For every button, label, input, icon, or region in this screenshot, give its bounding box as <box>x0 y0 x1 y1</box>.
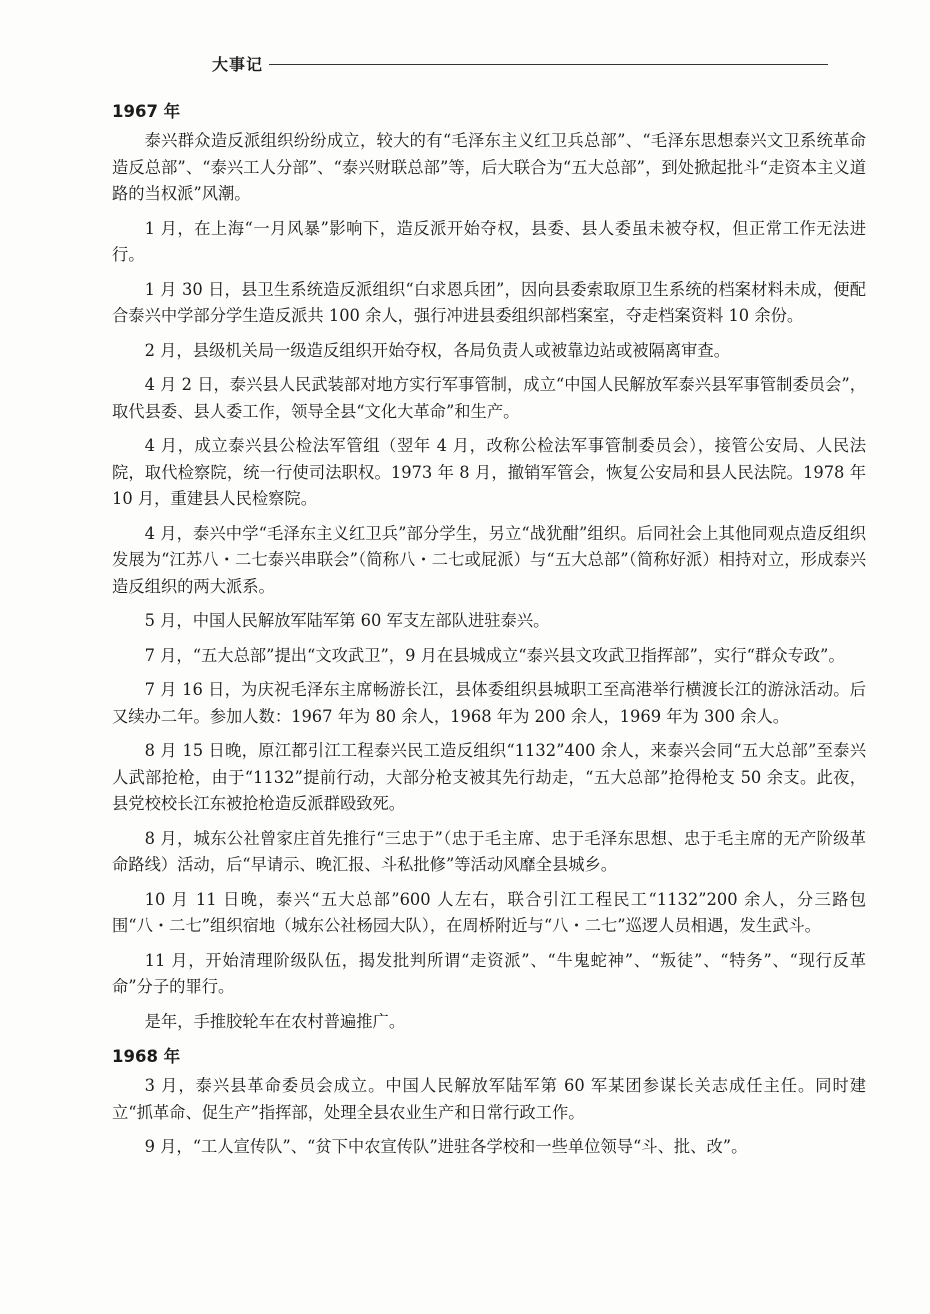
running-header-title: 大事记 <box>212 54 264 74</box>
entry-paragraph: 4 月，成立泰兴县公检法军管组（翌年 4 月，改称公检法军事管制委员会），接管公安局、人民法院，取代检察院，统一行使司法职权。1973 年 8 月，撤销军管会，恢复公安局和县人民法院。1978 年 10 月，重建县人民检察院。 <box>112 436 866 508</box>
year-heading-1967: 1967 年 <box>112 102 181 121</box>
entry-paragraph: 1 月 30 日，县卫生系统造反派组织“白求恩兵团”，因向县委索取原卫生系统的档案材料未成，便配合泰兴中学部分学生造反派共 100 余人，强行冲进县委组织部档案室，夺走档案资料 10 余份。 <box>112 279 866 325</box>
entry-paragraph: 11 月，开始清理阶级队伍，揭发批判所谓“走资派”、“牛鬼蛇神”、“叛徒”、“特务”、“现行反革命”分子的罪行。 <box>112 950 866 996</box>
header-rule <box>269 64 828 65</box>
entry-paragraph: 7 月，“五大总部”提出“文攻武卫”，9 月在县城成立“泰兴县文攻武卫指挥部”，实行“群众专政”。 <box>144 645 845 665</box>
entry-paragraph: 10 月 11 日晚，泰兴“五大总部”600 人左右，联合引江工程民工“1132”200 余人，分三路包围“八・二七”组织宿地（城东公社杨园大队），在周桥附近与“八・二七”巡逻人员相遇，发生武斗。 <box>112 889 866 935</box>
running-header <box>212 50 828 76</box>
entry-paragraph: 2 月，县级机关局一级造反组织开始夺权，各局负责人或被靠边站或被隔离审查。 <box>144 340 730 360</box>
entry-paragraph: 4 月，泰兴中学“毛泽东主义红卫兵”部分学生，另立“战犹酣”组织。后同社会上其他同观点造反组织发展为“江苏八・二七泰兴串联会”（简称八・二七或屁派）与“五大总部”（简称好派）相持对立，形成泰兴造反组织的两大派系。 <box>112 523 866 596</box>
entry-paragraph: 1 月，在上海“一月风暴”影响下，造反派开始夺权，县委、县人委虽未被夺权，但正常工作无法进行。 <box>112 218 866 264</box>
entry-paragraph: 7 月 16 日，为庆祝毛泽东主席畅游长江，县体委组织县城职工至高港举行横渡长江的游泳活动。后又续办二年。参加人数：1967 年为 80 余人，1968 年为 200 余人，1969 年为 300 余人。 <box>112 680 866 726</box>
entry-paragraph: 9 月，“工人宣传队”、“贫下中农宣传队”进驻各学校和一些单位领导“斗、批、改”。 <box>144 1137 748 1156</box>
page-content <box>112 96 866 1169</box>
entry-paragraph: 是年，手推胶轮车在农村普遍推广。 <box>144 1011 406 1031</box>
entry-paragraph: 8 月，城东公社曾家庄首先推行“三忠于”（忠于毛主席、忠于毛泽东思想、忠于毛主席的无产阶级革命路线）活动，后“早请示、晚汇报、斗私批修”等活动风靡全县城乡。 <box>112 828 866 874</box>
year-heading-1968: 1968 年 <box>112 1047 181 1066</box>
entry-paragraph: 8 月 15 日晚，原江都引江工程泰兴民工造反组织“1132”400 余人，来泰兴会同“五大总部”至泰兴人武部抢枪，由于“1132”提前行动，大部分枪支被其先行劫走，“五大总部”抢得枪支 50 余支。此夜，县党校校长江东被抢枪造反派群殴致死。 <box>112 741 866 813</box>
entry-paragraph: 泰兴群众造反派组织纷纷成立，较大的有“毛泽东主义红卫兵总部”、“毛泽东思想泰兴文卫系统革命造反总部”、“泰兴工人分部”、“泰兴财联总部”等，后大联合为“五大总部”，到处掀起批斗“走资本主义道路的当权派”风潮。 <box>112 131 866 203</box>
entry-paragraph: 3 月，泰兴县革命委员会成立。中国人民解放军陆军第 60 军某团参谋长关志成任主任。同时建立“抓革命、促生产”指挥部，处理全县农业生产和日常行政工作。 <box>112 1076 866 1122</box>
entry-paragraph: 4 月 2 日，泰兴县人民武装部对地方实行军事管制，成立“中国人民解放军泰兴县军事管制委员会”，取代县委、县人委工作，领导全县“文化大革命”和生产。 <box>112 375 866 421</box>
entry-paragraph: 5 月，中国人民解放军陆军第 60 军支左部队进驻泰兴。 <box>144 611 550 630</box>
